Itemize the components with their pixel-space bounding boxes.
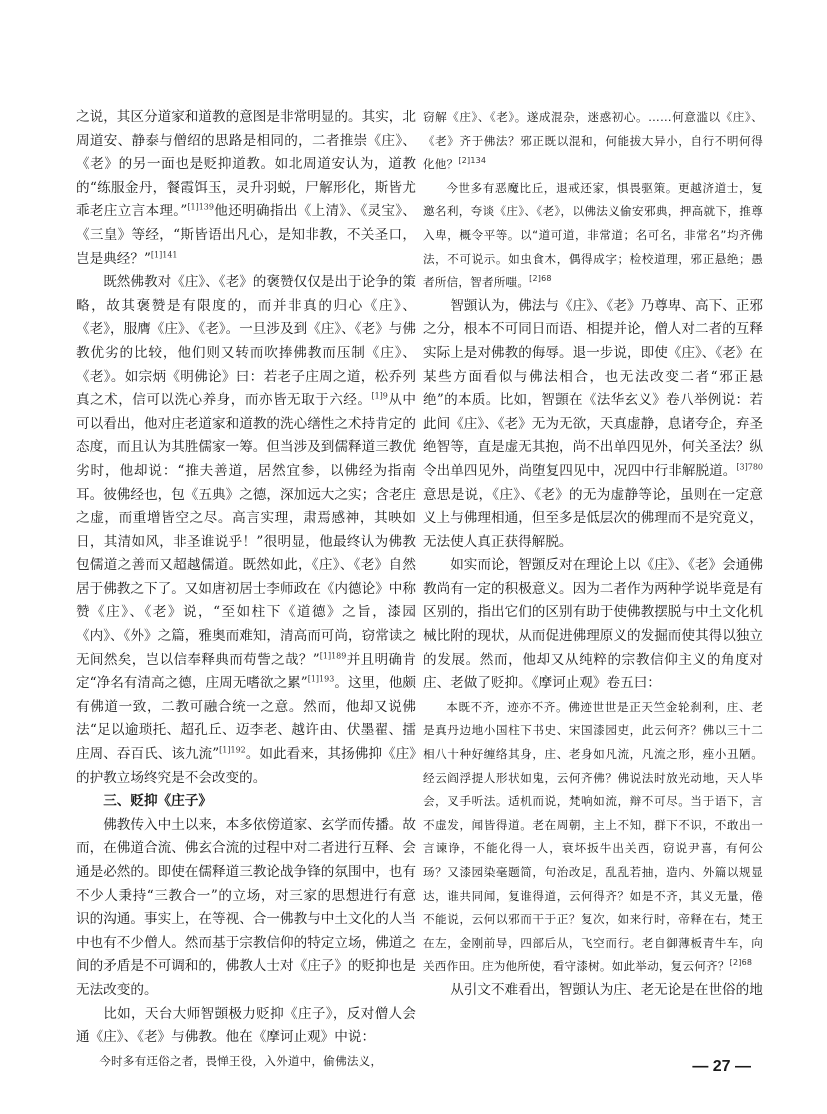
text-run: 他还明确指出《上清》、《灵宝》、《三皇》等经，“斯皆语出凡心，是知非教，不关圣口，岂是典经？” [76,203,416,267]
paragraph: 从引文不难看出，智顗认为庄、老无论是在世俗的地 [450,981,763,998]
citation: [3]780 [736,462,763,472]
citation: [1]192 [219,745,246,755]
text-run: 意思是说，《庄》、《老》的无为虚静等论，虽则在一定意义上与佛理相通，但至多是低层次的佛理而不是究竟义，无法使人真正获得解脱。 [423,486,763,550]
paragraph [423,295,763,555]
page-number: — 27 — [692,1058,751,1075]
citation: [1]193 [307,674,335,684]
text-run: 并且明确肯定“净名有清高之德，庄周无嗜欲之累” [76,651,417,692]
block-quote [423,696,763,979]
paragraph: 如实而论，智顗反对在理论上以《庄》、《老》会通佛教尚有一定的积极意义。因为二者作为两种学说毕竟是有区别的，指出它们的区别有助于使佛教摆脱与中土文化机械比附的现状，从而促进佛理原义的发掘而使其得以独立的发展。然而，他却又从纯粹的宗教信仰主义的角度对庄、老做了贬抑。《摩诃止观》卷五曰： [423,557,763,692]
text-run: 智顗认为，佛法与《庄》、《老》乃尊卑、高下、正邪之分，根本不可同日而语、相提并论，僧人对二者的互释实际上是对佛教的侮辱。退一步说，即使《庄》、《老》在某些方面看似与佛法相合，也无法改变二者“邪正悬绝”的本质。比如，智顗在《法华玄义》卷八举例说：若此间《庄》、《老》无为无欲，天真虚静，息诸夸企，弃圣绝智等，直是虚无其抱，尚不出单四见外，何关圣法？纵令出单四见外，尚堕复四见中，况四中行非解脱道。 [423,297,763,479]
citation: [1]141 [150,250,178,260]
citation: [1]139 [187,202,214,212]
paragraph [76,106,416,271]
citation: [2]134 [458,156,487,166]
text-run: 从中可以看出，他对庄老道家和道教的洗心缮性之术持肯定的态度，而且认为其胜儒家一筹。但当涉及到儒释道三教优劣时，他却说：“推夫善道，居然宜参，以佛经为指南耳。彼佛经也，包《五典》之德，深加远大之实；含老庄之虚，而重增皆空之尽。高言实理，肃焉感神，其映如日，其清如风，非圣谁说乎！”很明显，他最终认为佛教包儒道之善而又超越儒道。既然如此，《庄》、《老》自然居于佛教之下了。又如唐初居士李师政在《内德论》中称赞《庄》、《老》说，“至如柱下《道德》之旨，漆园《内》、《外》之篇，雅奥而难知，清高而可尚，窃常读之无间然矣，岂以信奉释典而苟訾之哉？” [76,392,417,668]
paragraph [76,271,416,790]
paragraph: 佛教传入中土以来，本多依傍道家、玄学而传播。故而，在佛道合流、佛玄合流的过程中对二者进行互释、会通是必然的。即使在儒释道三教论战争锋的氛围中，也有不少人秉持“三教合一”的立场，对三家的思想进行有意识的沟通。事实上，在等视、合一佛教与中土文化的人当中也有不少僧人。然而基于宗教信仰的特定立场，佛道之间的矛盾是不可调和的，佛教人士对《庄子》的贬抑也是无法改变的。 [76,816,416,998]
block-quote-continued [423,106,763,177]
text-run: 之说，其区分道家和道教的意图是非常明显的。其实，北周道安、静泰与僧绍的思路是相同的，二者推崇《庄》、《老》的另一面也是贬抑道教。如北周道安认为，道教的“练服金丹，餐霞饵玉，灵升羽蜕，尸解形化，斯皆尤乖老庄立言本理。” [76,109,416,220]
text-run: 。这里，他颇有佛道一致，二教可融合统一之意。然而，他却又说佛法“足以逾琐托、超孔丘、迈李老、越许由、伏墨翟、擂庄周、吞百氏、该九流” [76,675,417,763]
left-column [76,106,416,1073]
text-run: 窃解《庄》、《老》。遂成混杂，迷惑初心。……何意滥以《庄》、《老》齐于佛法？邪正既以混和，何能拔大异小，自行不明何得化他？ [423,110,763,172]
text-run: 本既不齐，迹亦不齐。佛迹世世是正天竺金轮刹利，庄、老是真丹边地小国柱下书史、宋国漆园吏，此云何齐？佛以三十二相八十种好缠络其身，庄、老身如凡流，凡流之形，痤小丑陋。经云阎浮提人形状如鬼，云何齐佛？佛说法时放光动地，天人毕会，叉手听法。适机而说，梵响如流，辩不可尽。当于语下，言不虚发，闻皆得道。老在周朝，主上不知，群下不识，不敢出一言谏诤，不能化得一人，衰坏扳牛出关西，窃说尹喜，有何公玚？又漆园染毫题简，句治改足，乱乱若抽，造内、外篇以规显达，谁共同闻，复谁得道，云何得齐？如是不齐，其义无量，倦不能说，云何以邪而干于正？复次，如来行时，帝释在右，梵王在左，金刚前导，四部后从，飞空而行。老自御薄板青牛车，向关西作田。庄为他所使，看守漆树。如此举动，复云何齐？ [423,699,763,974]
text-run: 既然佛教对《庄》、《老》的褒赞仅仅是出于论争的策略，故其褒赞是有限度的，而并非真的归心《庄》、《老》，服膺《庄》、《老》。一旦涉及到《庄》、《老》与佛教优劣的比较，他们则又转而吹捧佛教而压制《庄》、《老》。如宗炳《明佛论》曰：若老子庄周之道，松乔列真之术，信可以洗心养身，而亦皆无取于六经。 [76,274,416,409]
block-quote: 今时多有迋俗之者，畏惮王役，入外道中，偷佛法义， [99,1053,383,1068]
text-run: 今世多有恶魔比丘，退戒还家，惧畏驱策。更越济道士，复邀名利，夸谈《庄》、《老》，以佛法义偷安邪典，押高就下，推尊入卑，概令平等。以“道可道，非常道；名可名，非常名”均齐佛法，不可说示。如虫食木，偶得成字；检校道理，邪正悬绝；愚者所信，智者所嗤。 [423,180,763,290]
block-quote [423,177,763,295]
text-run: 。如此看来，其扬佛抑《庄》的护教立场终究是不会改变的。 [76,746,416,786]
citation: [2]68 [729,958,753,968]
citation: [1]189 [319,651,347,661]
citation: [1]9 [371,391,388,401]
citation: [2]68 [529,274,552,284]
paragraph: 比如，天台大师智顗极力贬抑《庄子》，反对僧人会通《庄》、《老》与佛教。他在《摩诃止观》中说： [76,1005,416,1046]
section-heading: 三、贬抑《庄子》 [103,793,212,810]
right-column [423,106,763,1003]
